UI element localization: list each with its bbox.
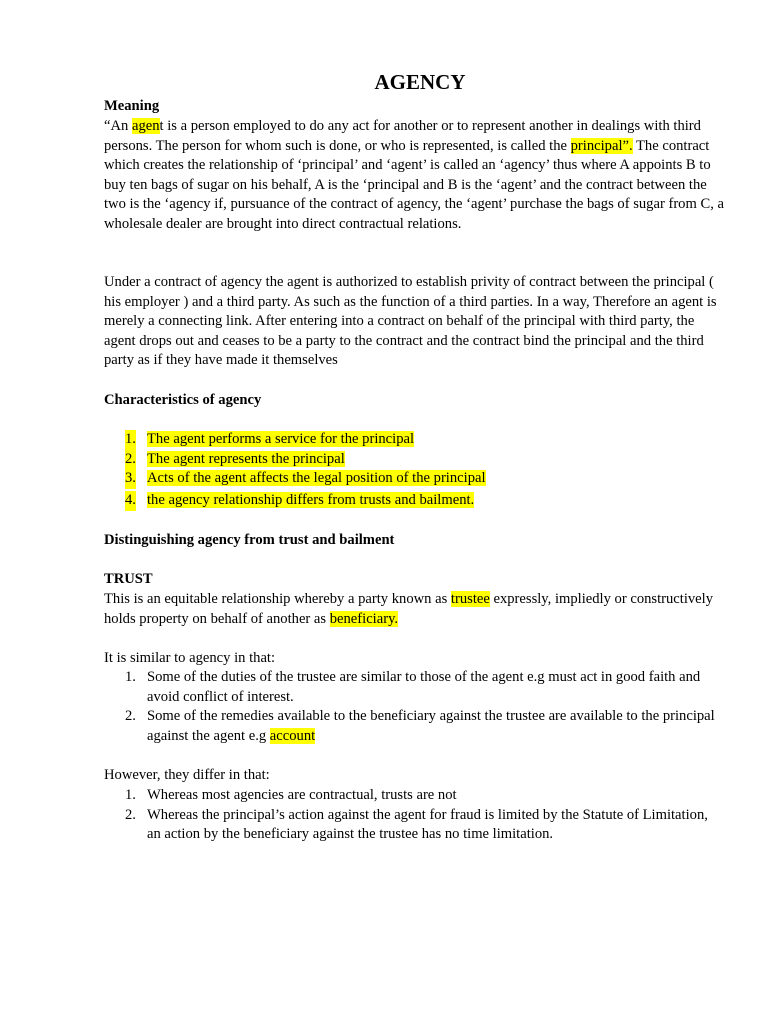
list-item: [104, 786, 724, 806]
list-number: 1.: [125, 430, 136, 450]
list-item: [104, 491, 724, 511]
page-title: AGENCY: [374, 70, 466, 94]
text-run: expressly, impliedly or constructively holds property on behalf of another as: [104, 591, 714, 627]
list-item: [104, 450, 724, 470]
similar-intro: It is similar to agency in that:: [104, 650, 276, 666]
text-run: This is an equitable relationship whereby a party known as: [104, 591, 451, 607]
list-number: 4.: [125, 491, 136, 511]
trust-heading: TRUST: [104, 571, 153, 587]
trust-paragraph: [104, 590, 724, 629]
list-item-text: Whereas most agencies are contractual, trusts are not: [147, 787, 457, 803]
list-number: 2.: [125, 450, 136, 470]
meaning-paragraph-2: Under a contract of agency the agent is authorized to establish privity of contract between the principal ( his employer ) and a third party. As such as the function of a third parties. In a way, Therefore an agent is merely a connecting link. After entering into a contract on behalf of the principal with third party, the agent drops out and ceases to be a party to the contract and the contract bind the principal and the third party as if they have made it themselves: [104, 274, 717, 368]
highlight-agent: agen: [131, 118, 160, 134]
text-run: t is a person employed to do any act for another or to represent another in dealings with third persons. The person for whom such is done, or who is represented, is called the: [104, 118, 701, 154]
meaning-heading: Meaning: [104, 98, 160, 114]
highlight-trustee: trustee: [450, 591, 490, 607]
differ-intro: However, they differ in that:: [104, 767, 270, 783]
list-number: 1.: [125, 669, 136, 685]
list-number: 2.: [125, 708, 136, 724]
distinguishing-heading: Distinguishing agency from trust and bailment: [104, 532, 395, 548]
list-item: [104, 707, 724, 746]
list-item-text: Some of the remedies available to the beneficiary against the trustee are available to the principal against the agent e.g: [147, 708, 715, 744]
list-item-text: the agency relationship differs from trusts and bailment.: [147, 492, 475, 508]
list-number: 3.: [125, 469, 136, 489]
meaning-paragraph-1: [104, 117, 724, 234]
list-item: [104, 668, 724, 707]
list-item-text: The agent performs a service for the principal: [147, 431, 415, 447]
highlight-beneficiary: beneficiary.: [329, 610, 399, 627]
list-item-text: Some of the duties of the trustee are similar to those of the agent e.g must act in good faith and avoid conflict of interest.: [147, 669, 701, 705]
text-run: “An: [104, 118, 132, 134]
list-item: [104, 806, 724, 845]
list-item: [104, 469, 724, 491]
list-item-text: The agent represents the principal: [147, 450, 345, 467]
list-number: 1.: [125, 787, 136, 803]
highlight-principal: principal”.: [570, 137, 633, 154]
similar-list: [104, 668, 724, 746]
list-item: [104, 430, 724, 450]
highlight-account: account: [269, 727, 316, 744]
list-item-text: Acts of the agent affects the legal position of the principal: [147, 470, 486, 486]
differ-list: [104, 786, 724, 845]
characteristics-heading: Characteristics of agency: [104, 392, 262, 408]
characteristics-list: [104, 430, 724, 511]
list-number: 2.: [125, 806, 136, 823]
list-item-text: Whereas the principal’s action against the agent for fraud is limited by the Statute of Limitation, an action by the beneficiary against the trustee has no time limitation.: [147, 806, 708, 842]
text-run: The contract which creates the relationship of ‘principal’ and ‘agent’ is called an ‘agency’ thus where A appoints B to buy ten bags of sugar on his behalf, A is the ‘principal and B is the ‘agent’ and the contract between the two is the ‘agency if, pursuance of the contract of agency, the ‘agent’ purchase the bags of sugar from C, a wholesale dealer are brought into direct contractual relations.: [104, 137, 724, 232]
